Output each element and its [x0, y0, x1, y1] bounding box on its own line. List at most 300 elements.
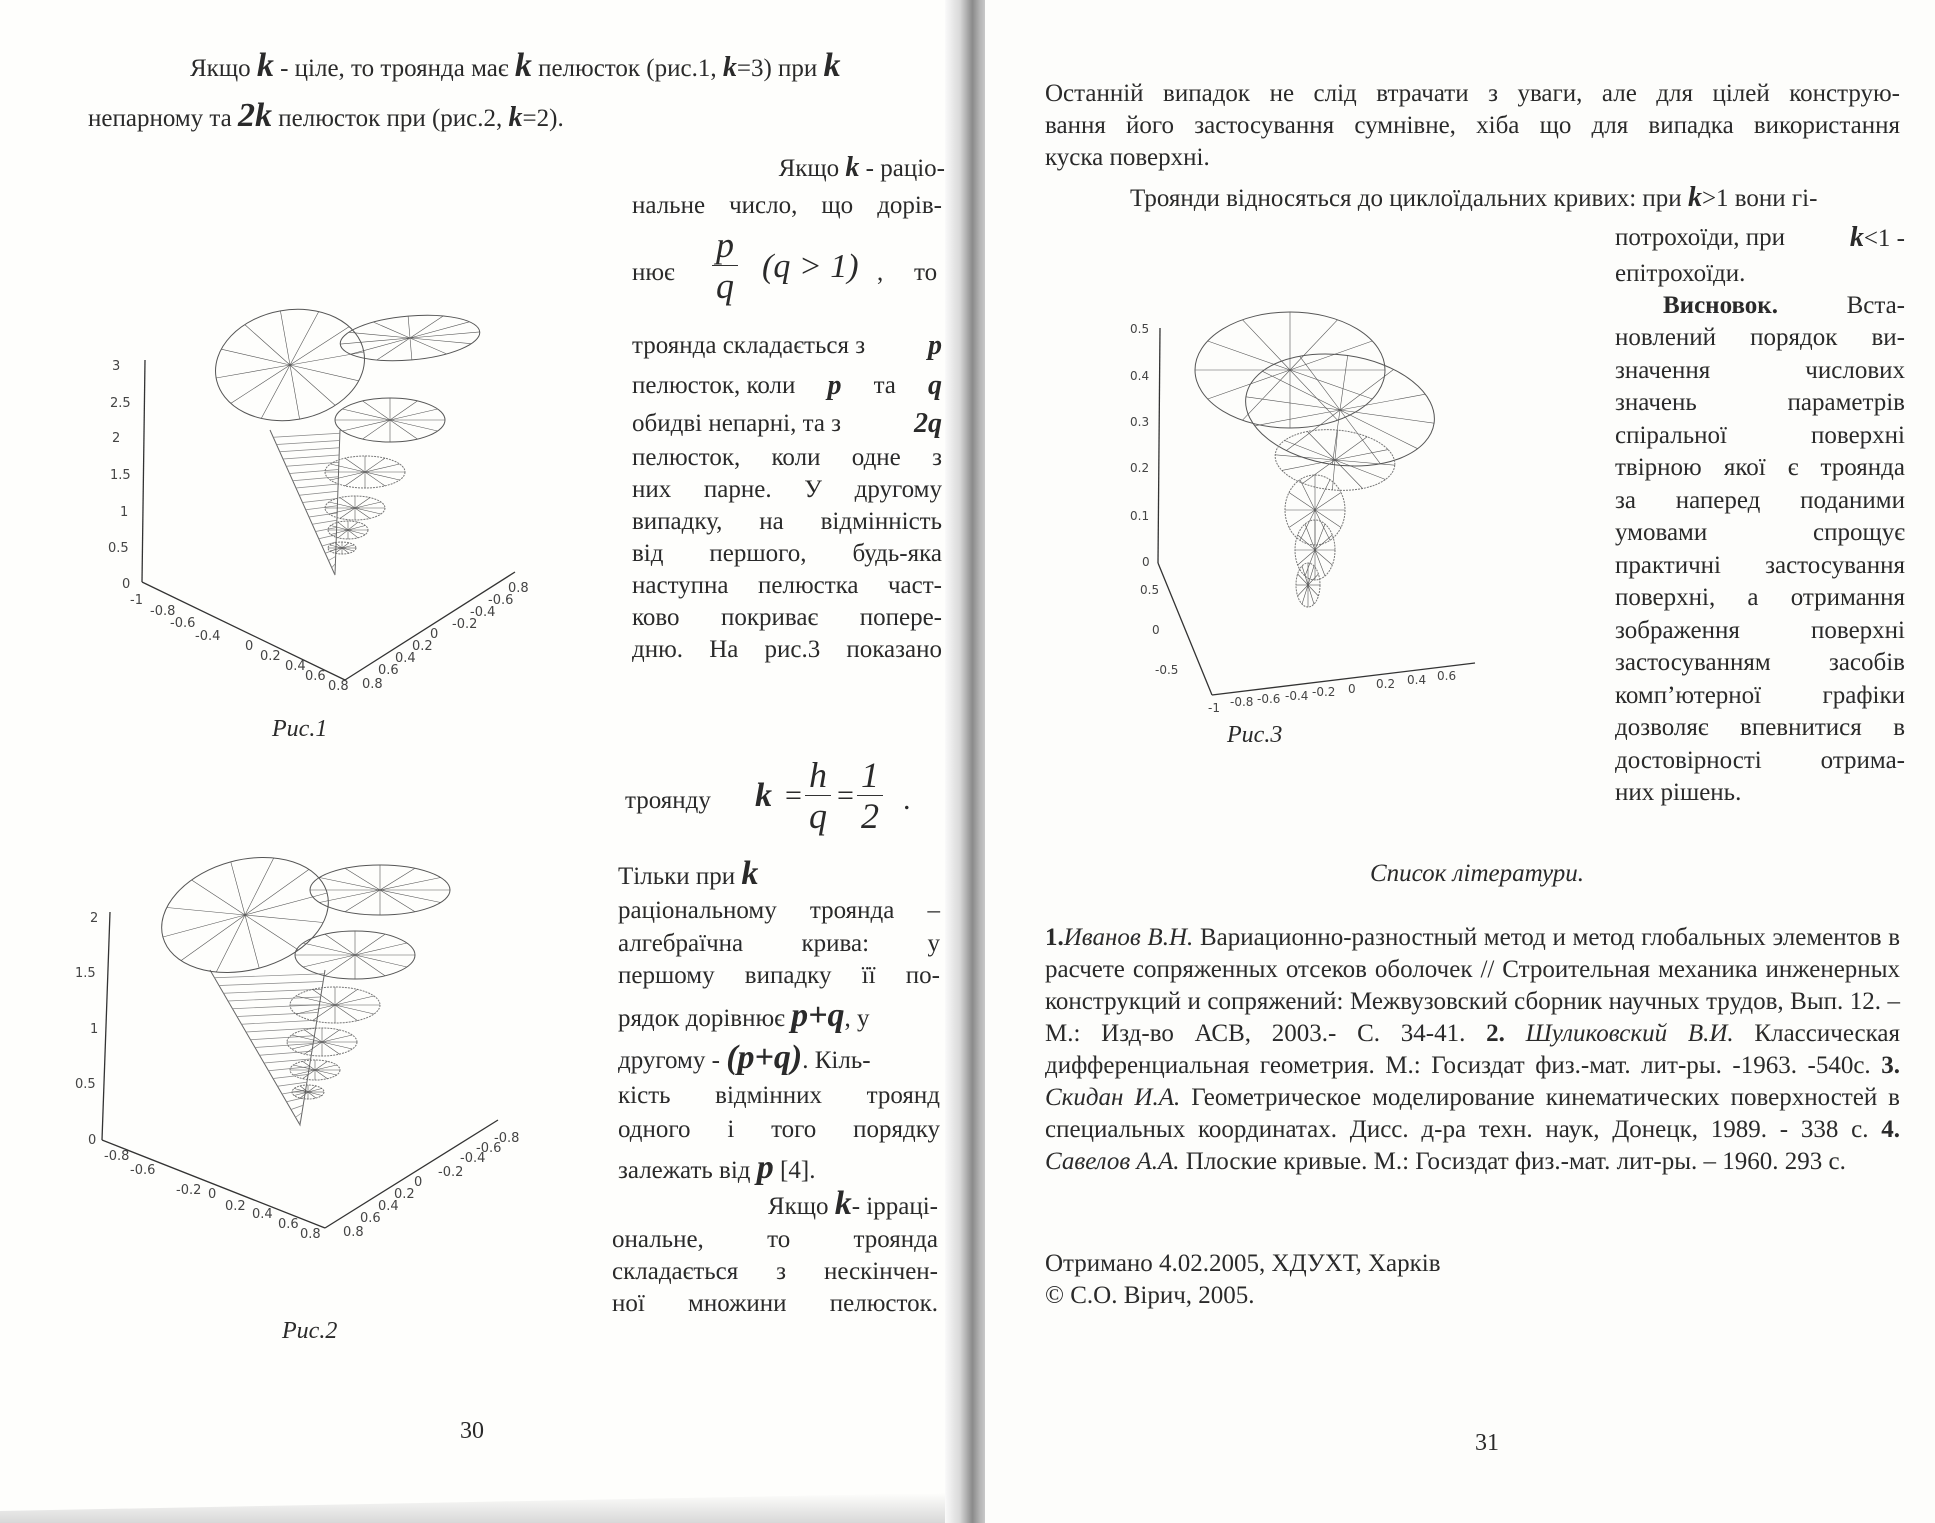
symbol-k: k: [845, 152, 860, 183]
surface-mesh-line: [329, 557, 336, 561]
surface-mesh-line: [290, 365, 300, 419]
tick-label: 1: [120, 505, 129, 520]
text: рядок дорівнює: [618, 1005, 792, 1032]
rational-line-8: них парне. У другому: [632, 476, 942, 503]
rational-line-5: [632, 370, 942, 402]
conclusion-line: комп’ютерної графіки: [1615, 681, 1905, 709]
tick-label: 0.5: [1140, 583, 1160, 597]
surface-mesh-line: [245, 869, 309, 915]
symbol-k: k: [256, 47, 274, 84]
tick-label: 1.5: [75, 966, 96, 981]
fraction-p-over-q: [712, 225, 738, 306]
surface-mesh-line: [390, 420, 438, 431]
z-ticks: [75, 911, 98, 1148]
surface-mesh-line: [1340, 410, 1380, 464]
symbol-k: k: [1687, 182, 1702, 213]
tick-label: 1: [90, 1022, 99, 1037]
rational-line-7: пелюсток, коли одне з: [632, 444, 942, 471]
surface-mesh-line: [303, 955, 355, 967]
surface-mesh-line: [330, 464, 365, 472]
surface-mesh-line: [245, 893, 327, 915]
text: непарному та: [88, 105, 238, 132]
tick-label: 0: [1142, 555, 1150, 569]
surface-mesh-line: [228, 997, 320, 1001]
rational-line-9: випадку, на відмінність: [632, 508, 942, 535]
surface-mesh-line: [216, 365, 290, 378]
surface-mesh-line: [290, 365, 359, 381]
conclusion-line: значень параметрів: [1615, 389, 1905, 416]
surface-mesh-line: [332, 564, 336, 568]
tick-label: -0.6: [476, 1141, 502, 1156]
x-ticks: [130, 593, 349, 694]
y-axis: [345, 572, 515, 680]
surface-mesh-line: [219, 982, 323, 986]
surface-mesh-line: [293, 477, 339, 481]
surface-mesh-line: [316, 528, 337, 532]
reference-number: 4.: [1881, 1116, 1900, 1143]
text: - ціле, то троянда має: [273, 55, 515, 82]
surface-mesh-line: [380, 890, 415, 912]
text: та: [873, 372, 896, 399]
conclusion-line: твірною якої є троянда: [1615, 454, 1905, 481]
rational-line-10: від першого, будь-яка: [632, 540, 942, 567]
surface-mesh-line: [181, 915, 245, 961]
z-ticks: [108, 359, 131, 592]
surface-mesh-line: [237, 1013, 318, 1017]
surface-mesh-line: [273, 433, 340, 437]
tick-label: 0.4: [285, 659, 306, 674]
text: Якщо: [778, 155, 846, 182]
y-ticks: [343, 1131, 519, 1240]
surface-mesh-line: [1307, 432, 1335, 461]
symbol-p: p: [827, 370, 842, 401]
tick-label: 0: [1348, 682, 1356, 696]
text: другому -: [618, 1047, 727, 1074]
surface-mesh-line: [410, 338, 471, 344]
para2-line-1: [1130, 182, 1910, 215]
surface-mesh-line: [1335, 460, 1386, 480]
tick-label: 2.5: [110, 396, 131, 411]
tick-label: 1.5: [110, 468, 131, 483]
surface-mesh-line: [261, 365, 290, 418]
surface-mesh-line: [1332, 410, 1340, 465]
text: обидві непарні, та з: [632, 410, 842, 437]
surface-mesh-line: [1285, 441, 1336, 461]
page-edge-shadow: [0, 1493, 945, 1523]
figure-1-caption: Рис.1: [272, 716, 328, 742]
figure-3-rose-surface: [1130, 300, 1520, 720]
surface-mesh-line: [1315, 524, 1325, 550]
tick-label: 0.8: [362, 677, 383, 692]
rational-line-6: [632, 408, 942, 440]
irrational-line-2: ональне, то троянда: [612, 1226, 938, 1253]
z-axis: [1158, 328, 1160, 563]
page-number-right: 31: [1475, 1430, 1499, 1456]
period: .: [903, 783, 911, 816]
surface-mesh-line: [221, 349, 290, 365]
algebraic-line-3: алгебраїчна крива: у: [618, 930, 940, 957]
text: Троянди відносяться до циклоїдальних кривих: при: [1130, 185, 1688, 212]
intro-line-2: [88, 97, 848, 135]
symbol-k: k: [514, 47, 532, 84]
tick-label: 0.5: [108, 541, 129, 556]
algebraic-line-8: одного і того порядку: [618, 1116, 940, 1143]
surface-mesh-line: [345, 868, 380, 890]
figure-3-caption: Рис.3: [1227, 722, 1283, 748]
reference-text: Плоские кривые. М.: Госиздат физ.-мат. лит-ры. – 1960. 293 с.: [1179, 1148, 1846, 1175]
fraction-h-over-q: [805, 755, 831, 836]
tick-label: -0.8: [1230, 695, 1254, 709]
surface-mesh-line: [1315, 510, 1330, 540]
symbol-2q: 2q: [914, 408, 942, 439]
conclusion-line: зображення поверхні: [1615, 616, 1905, 644]
text: Тільки при: [618, 863, 742, 890]
surface-mesh-line: [377, 338, 410, 360]
reference-text: Вариационно-разностный метод и метод глобальных элементов в расчете сопряженных отсеков оболочек // Строительная механика инженерных конструкций и сопряжений: Межвузовский сборник научных трудов, Вып. 12. – М.: Изд-во АСВ, 2003.- С. 34-41.: [1045, 924, 1901, 1047]
rational-line-13: дню. На рис.3 показано: [632, 636, 942, 663]
tick-label: -0.2: [1312, 685, 1336, 699]
figure-2-rose-surface: [60, 830, 540, 1250]
symbol-k: k: [823, 47, 841, 84]
symbol-2k: 2k: [238, 97, 272, 134]
tick-label: 0.2: [1130, 461, 1150, 475]
figure-2-caption: Рис.2: [282, 1318, 338, 1344]
figure-1-plot: [90, 290, 550, 710]
numerator: p: [712, 225, 738, 266]
surface-mesh-line: [380, 890, 441, 903]
tick-label: -0.4: [470, 605, 496, 620]
surface-mesh-line: [290, 470, 339, 474]
irrational-line-1: [700, 1185, 938, 1223]
equals-sign: =: [837, 779, 854, 812]
tick-label: 0.8: [343, 1225, 364, 1240]
symbol-k: k: [834, 1185, 852, 1222]
rational-line-1: [720, 152, 945, 185]
reference-number: 1.: [1045, 924, 1064, 951]
symbol-k: k: [722, 52, 737, 83]
text: троянду: [625, 787, 711, 814]
text: =2).: [522, 105, 564, 132]
surface-mesh-line: [1208, 341, 1290, 370]
equals-sign: =: [785, 779, 802, 812]
text: ,: [877, 259, 884, 286]
algebraic-line-5: [618, 997, 940, 1035]
tick-label: 0.6: [360, 1211, 381, 1226]
reference-number: 2.: [1486, 1020, 1505, 1047]
reference-text: Геометрическое моделирование кинематических поверхностей в специальных координатах. Дисс. д-ра техн. наук, Донецк, 1989. - 338 с.: [1045, 1084, 1900, 1143]
surface-mesh-line: [309, 513, 337, 517]
tick-label: 0: [122, 577, 131, 592]
surface-mesh-line: [380, 878, 441, 891]
surface-mesh-line: [1290, 370, 1338, 420]
surface-mesh-line: [1335, 437, 1367, 460]
surface-mesh-line: [1289, 493, 1315, 511]
x-ticks: [104, 1149, 321, 1242]
surface-mesh-line: [342, 409, 390, 420]
conclusion-line: значення числових: [1615, 356, 1905, 384]
text: , у: [844, 1005, 870, 1032]
tick-label: 0.4: [1130, 369, 1150, 383]
figure-1-rose-surface: [90, 290, 550, 710]
surface-mesh-line: [299, 491, 338, 495]
surface-mesh-line: [273, 1075, 308, 1079]
surface-mesh-line: [231, 365, 290, 403]
z-axis: [102, 912, 110, 1140]
tick-label: -0.6: [1257, 692, 1281, 706]
conclusion-line: поверхні, а отримання: [1615, 584, 1905, 611]
surface-mesh-line: [1290, 320, 1338, 370]
surface-mesh-line: [280, 448, 340, 452]
conclusion-title: Висновок.: [1663, 292, 1778, 319]
numerator: h: [805, 755, 831, 796]
tick-label: -0.4: [460, 1151, 486, 1166]
conclusion-line: умовами спрощує: [1615, 519, 1905, 546]
rational-line-11: наступна пелюстка част-: [632, 572, 942, 599]
symbol-k: k: [508, 102, 523, 133]
rose-surface-1: [207, 298, 482, 575]
x-axis: [142, 582, 345, 680]
tick-label: 2: [90, 911, 99, 926]
tick-label: 0.2: [394, 1187, 415, 1202]
surface-mesh-line: [325, 934, 355, 955]
numerator: 1: [857, 755, 883, 796]
surface-mesh-line: [280, 311, 290, 365]
tick-label: -0.2: [452, 617, 478, 632]
tick-label: 0: [245, 639, 254, 654]
tick-label: -0.8: [150, 604, 176, 619]
rose-surface-3: [1195, 312, 1442, 607]
surface-mesh-line: [1335, 450, 1388, 460]
surface-mesh-line: [1340, 356, 1348, 411]
reference-number: 3.: [1881, 1052, 1900, 1079]
conclusion-line: них рішень.: [1615, 779, 1742, 806]
reference-author: Шуликовский В.И.: [1525, 1020, 1734, 1047]
conclusion-line: дозволяє впевнитися в: [1615, 714, 1905, 741]
text: залежать від: [618, 1157, 757, 1184]
symbol-p: p: [928, 330, 942, 361]
surface-mesh-line: [291, 1106, 303, 1110]
surface-mesh-line: [1275, 455, 1335, 460]
surface-mesh-line: [283, 455, 339, 459]
z-axis: [142, 360, 145, 582]
reference-text: Классическая дифференциальная геометрия. М.: Госиздат физ.-мат. лит-ры. -1963. -540с.: [1045, 1020, 1900, 1079]
surface-mesh-line: [216, 915, 245, 972]
surface-mesh-line: [296, 1113, 302, 1117]
surface-mesh-line: [355, 955, 385, 976]
tick-label: 0.3: [1130, 415, 1150, 429]
tick-label: -0.2: [438, 1165, 464, 1180]
para1-line-2: вання його застосування сумнівне, хіба що для випадка використання: [1045, 112, 1900, 139]
surface-mesh-line: [1262, 371, 1340, 410]
para1-line-1: Останній випадок не слід втрачати з уваги, але для цілей конструю-: [1045, 80, 1900, 107]
surface-mesh-line: [1335, 460, 1363, 489]
denominator: q: [716, 266, 734, 306]
reference-author: Савелов А.А.: [1045, 1148, 1180, 1175]
text: пелюсток (рис.1,: [531, 55, 723, 82]
figure-2-plot: [60, 830, 540, 1250]
surface-mesh-line: [290, 352, 364, 365]
y-ticks: [1140, 583, 1178, 677]
surface-mesh-line: [390, 420, 418, 439]
surface-mesh-line: [410, 316, 443, 338]
surface-mesh-line: [363, 420, 391, 439]
algebraic-line-2: раціональному троянда –: [618, 897, 940, 924]
tick-label: 0: [208, 1187, 217, 1202]
para2-line-3: епітрохоїди.: [1615, 260, 1746, 287]
conclusion-line: новлений порядок ви-: [1615, 324, 1905, 351]
surface-mesh-line: [233, 1005, 319, 1009]
tick-label: 0.6: [378, 663, 399, 678]
text: - ірраці-: [851, 1193, 938, 1220]
conclusion-line: застосуванням засобів: [1615, 649, 1905, 676]
denominator: 2: [861, 796, 879, 836]
x-ticks: [1208, 669, 1456, 715]
condition-q-gt-1: (q > 1): [762, 248, 859, 285]
surface-mesh-line: [1243, 370, 1291, 420]
surface-mesh-line: [1315, 493, 1341, 511]
text: . Кіль-: [802, 1047, 871, 1074]
tick-label: 0.6: [278, 1217, 299, 1232]
surface-mesh-line: [355, 943, 407, 955]
symbol-k: k: [755, 777, 772, 814]
surface-mesh-line: [303, 499, 338, 503]
rose-surface-2: [149, 840, 450, 1125]
surface-mesh-line: [242, 1020, 317, 1024]
text: пелюсток при (рис.2,: [272, 105, 509, 132]
tick-label: 0.8: [328, 679, 349, 694]
surface-mesh-line: [380, 868, 415, 890]
algebraic-line-9: [618, 1149, 816, 1187]
rational-line-12: ково покриває попере-: [632, 604, 942, 631]
algebraic-line-4: першому випадку її по-: [618, 962, 940, 989]
surface-mesh-line: [255, 1044, 313, 1048]
denominator: q: [809, 796, 827, 836]
text: - раціо-: [859, 155, 945, 182]
surface-mesh-line: [245, 858, 274, 915]
surface-mesh-line: [277, 441, 340, 445]
surface-mesh-line: [345, 890, 380, 912]
tick-label: 0.2: [1376, 677, 1396, 691]
conclusion-line: достовірності отрима-: [1615, 746, 1905, 774]
surface-mesh-line: [1282, 460, 1335, 470]
formula-k: [625, 755, 945, 850]
text: <1 -: [1863, 225, 1905, 252]
references-list: [1045, 922, 1900, 1178]
surface-mesh-line: [355, 955, 407, 967]
tick-label: 0: [414, 1175, 423, 1190]
symbol-k: k: [741, 855, 759, 892]
surface-mesh-line: [1340, 410, 1434, 423]
surface-mesh-line: [167, 908, 245, 916]
surface-mesh-line: [1300, 510, 1315, 540]
reference-author: Скидан И.А.: [1045, 1084, 1181, 1111]
text: Якщо: [767, 1193, 835, 1220]
tick-label: -0.5: [1155, 663, 1179, 677]
tick-label: -0.8: [104, 1149, 130, 1164]
expr-p-plus-q: p+q: [791, 997, 845, 1034]
surface-mesh-line: [290, 312, 319, 365]
tick-label: 0.5: [1130, 322, 1150, 336]
surface-mesh-line: [1243, 320, 1291, 370]
surface-mesh-line: [245, 915, 323, 923]
tick-label: 0.8: [300, 1227, 321, 1242]
tick-label: 0.4: [378, 1199, 399, 1214]
surface-mesh-line: [330, 472, 365, 480]
conclusion-line: практичні застосування: [1615, 551, 1905, 579]
tick-label: -0.6: [130, 1163, 156, 1178]
tick-label: -0.8: [494, 1131, 520, 1146]
surface-mesh-line: [363, 401, 391, 420]
irrational-line-4: ної множини пелюсток.: [612, 1290, 938, 1317]
surface-mesh-line: [1315, 480, 1330, 510]
tick-label: -0.4: [195, 629, 221, 644]
surface-mesh-line: [319, 878, 380, 891]
y-axis: [325, 1120, 498, 1228]
surface-mesh-line: [325, 955, 355, 976]
z-ticks: [1130, 322, 1150, 569]
surface-mesh-line: [215, 974, 324, 978]
tick-label: 0: [430, 627, 439, 642]
page-number-left: 30: [460, 1418, 484, 1444]
surface-mesh-line: [365, 464, 400, 472]
surface-mesh-line: [296, 484, 338, 488]
rational-line-2: нальне число, що дорів-: [632, 192, 942, 219]
tick-label: 0.2: [225, 1199, 246, 1214]
tick-label: -0.4: [1285, 689, 1309, 703]
surface-mesh-line: [1315, 550, 1325, 576]
algebraic-line-7: кість відмінних троянд: [618, 1082, 940, 1109]
rational-line-3: [632, 225, 942, 315]
expr-p-plus-q-paren: (p+q): [726, 1039, 803, 1076]
tick-label: 0.4: [1407, 673, 1427, 687]
surface-mesh-line: [260, 1051, 312, 1055]
tick-label: 0.4: [252, 1207, 273, 1222]
surface-mesh-line: [1246, 397, 1340, 410]
text: Вста-: [1846, 292, 1905, 319]
tick-label: 0.1: [1130, 509, 1150, 523]
surface-mesh-line: [1315, 510, 1341, 528]
symbol-p: p: [756, 1149, 774, 1186]
surface-mesh-line: [365, 472, 400, 480]
para1-line-3: куска поверхні.: [1045, 144, 1210, 171]
text: троянда складається з: [632, 332, 866, 359]
tick-label: 0.2: [260, 649, 281, 664]
surface-mesh-line: [1340, 394, 1425, 410]
irrational-line-3: складається з нескінчен-: [612, 1258, 938, 1285]
surface-mesh-line: [390, 401, 418, 420]
tick-label: 0.6: [1437, 669, 1457, 683]
tick-label: 0.8: [508, 581, 529, 596]
surface-mesh-line: [1289, 510, 1315, 528]
surface-mesh-line: [410, 338, 412, 360]
algebraic-line-1: [618, 855, 759, 893]
algebraic-line-6: [618, 1039, 940, 1077]
surface-mesh-line: [355, 934, 385, 955]
surface-mesh-line: [408, 316, 410, 338]
surface-mesh-line: [374, 322, 411, 338]
surface-mesh-line: [335, 996, 374, 1005]
surface-mesh-line: [1300, 480, 1315, 510]
copyright-note: © С.О. Вірич, 2005.: [1045, 1282, 1255, 1309]
references-title: Список літератури.: [1370, 860, 1585, 887]
tick-label: -1: [130, 593, 143, 608]
right-page: [985, 0, 1935, 1523]
tick-label: 2: [112, 431, 121, 446]
rational-line-4: [632, 330, 942, 362]
y-ticks: [362, 581, 529, 692]
text: потрохоїди, при: [1615, 224, 1786, 251]
text: [4].: [773, 1157, 816, 1184]
